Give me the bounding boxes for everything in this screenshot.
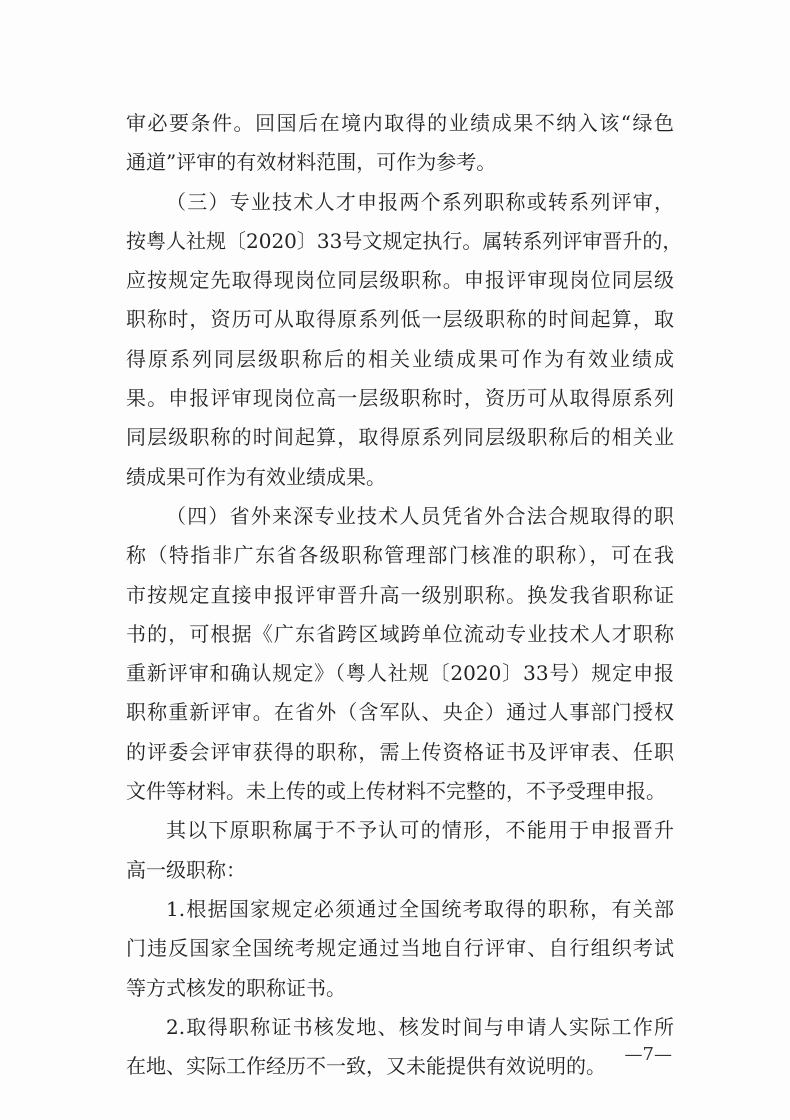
text-line: 应按规定先取得现岗位同层级职称。申报评审现岗位同层级 — [126, 268, 674, 293]
text-line: 文件等材料。未上传的或上传材料不完整的，不予受理申报。 — [126, 779, 666, 804]
text-line: 重新评审和确认规定》（粤人社规〔2020〕33号）规定申报 — [126, 661, 674, 686]
text-line: 市按规定直接申报评审晋升高一级别职称。换发我省职称证 — [126, 582, 674, 607]
text-line: 书的，可根据《广东省跨区域跨单位流动专业技术人才职称 — [126, 621, 674, 646]
text-line: 同层级职称的时间起算，取得原系列同层级职称后的相关业 — [126, 425, 674, 450]
text-line: 高一级职称： — [126, 857, 246, 882]
text-line: 的评委会评审获得的职称，需上传资格证书及评审表、任职 — [126, 739, 674, 764]
text-line: 等方式核发的职称证书。 — [126, 975, 346, 1000]
text-line: 审必要条件。回国后在境内取得的业绩成果不纳入该“绿色 — [126, 111, 674, 135]
text-line: 其以下原职称属于不予认可的情形，不能用于申报晋升 — [166, 818, 674, 843]
text-line: 称（特指非广东省各级职称管理部门核准的职称），可在我 — [126, 543, 674, 568]
page-number: —7— — [624, 1044, 672, 1065]
text-line: （四）省外来深专业技术人员凭省外合法合规取得的职 — [166, 503, 674, 528]
text-line: 门违反国家全国统考规定通过当地自行评审、自行组织考试 — [126, 936, 674, 961]
text-line: 通道”评审的有效材料范围，可作为参考。 — [126, 150, 497, 175]
text-line: 果。申报评审现岗位高一层级职称时，资历可从取得原系列 — [126, 386, 674, 411]
text-line: 1.根据国家规定必须通过全国统考取得的职称，有关部 — [166, 896, 674, 921]
document-body — [126, 104, 683, 1086]
text-line: 得原系列同层级职称后的相关业绩成果可作为有效业绩成 — [126, 346, 674, 371]
text-line: 按粤人社规〔2020〕33号文规定执行。属转系列评审晋升的， — [126, 228, 683, 253]
text-line: （三）专业技术人才申报两个系列职称或转系列评审， — [166, 189, 674, 214]
text-line: 绩成果可作为有效业绩成果。 — [126, 464, 386, 489]
text-line: 职称时，资历可从取得原系列低一层级职称的时间起算，取 — [126, 307, 674, 332]
text-line: 2.取得职称证书核发地、核发时间与申请人实际工作所 — [166, 1014, 674, 1039]
text-line: 在地、实际工作经历不一致，又未能提供有效说明的。 — [126, 1054, 606, 1079]
text-line: 职称重新评审。在省外（含军队、央企）通过人事部门授权 — [126, 700, 674, 725]
